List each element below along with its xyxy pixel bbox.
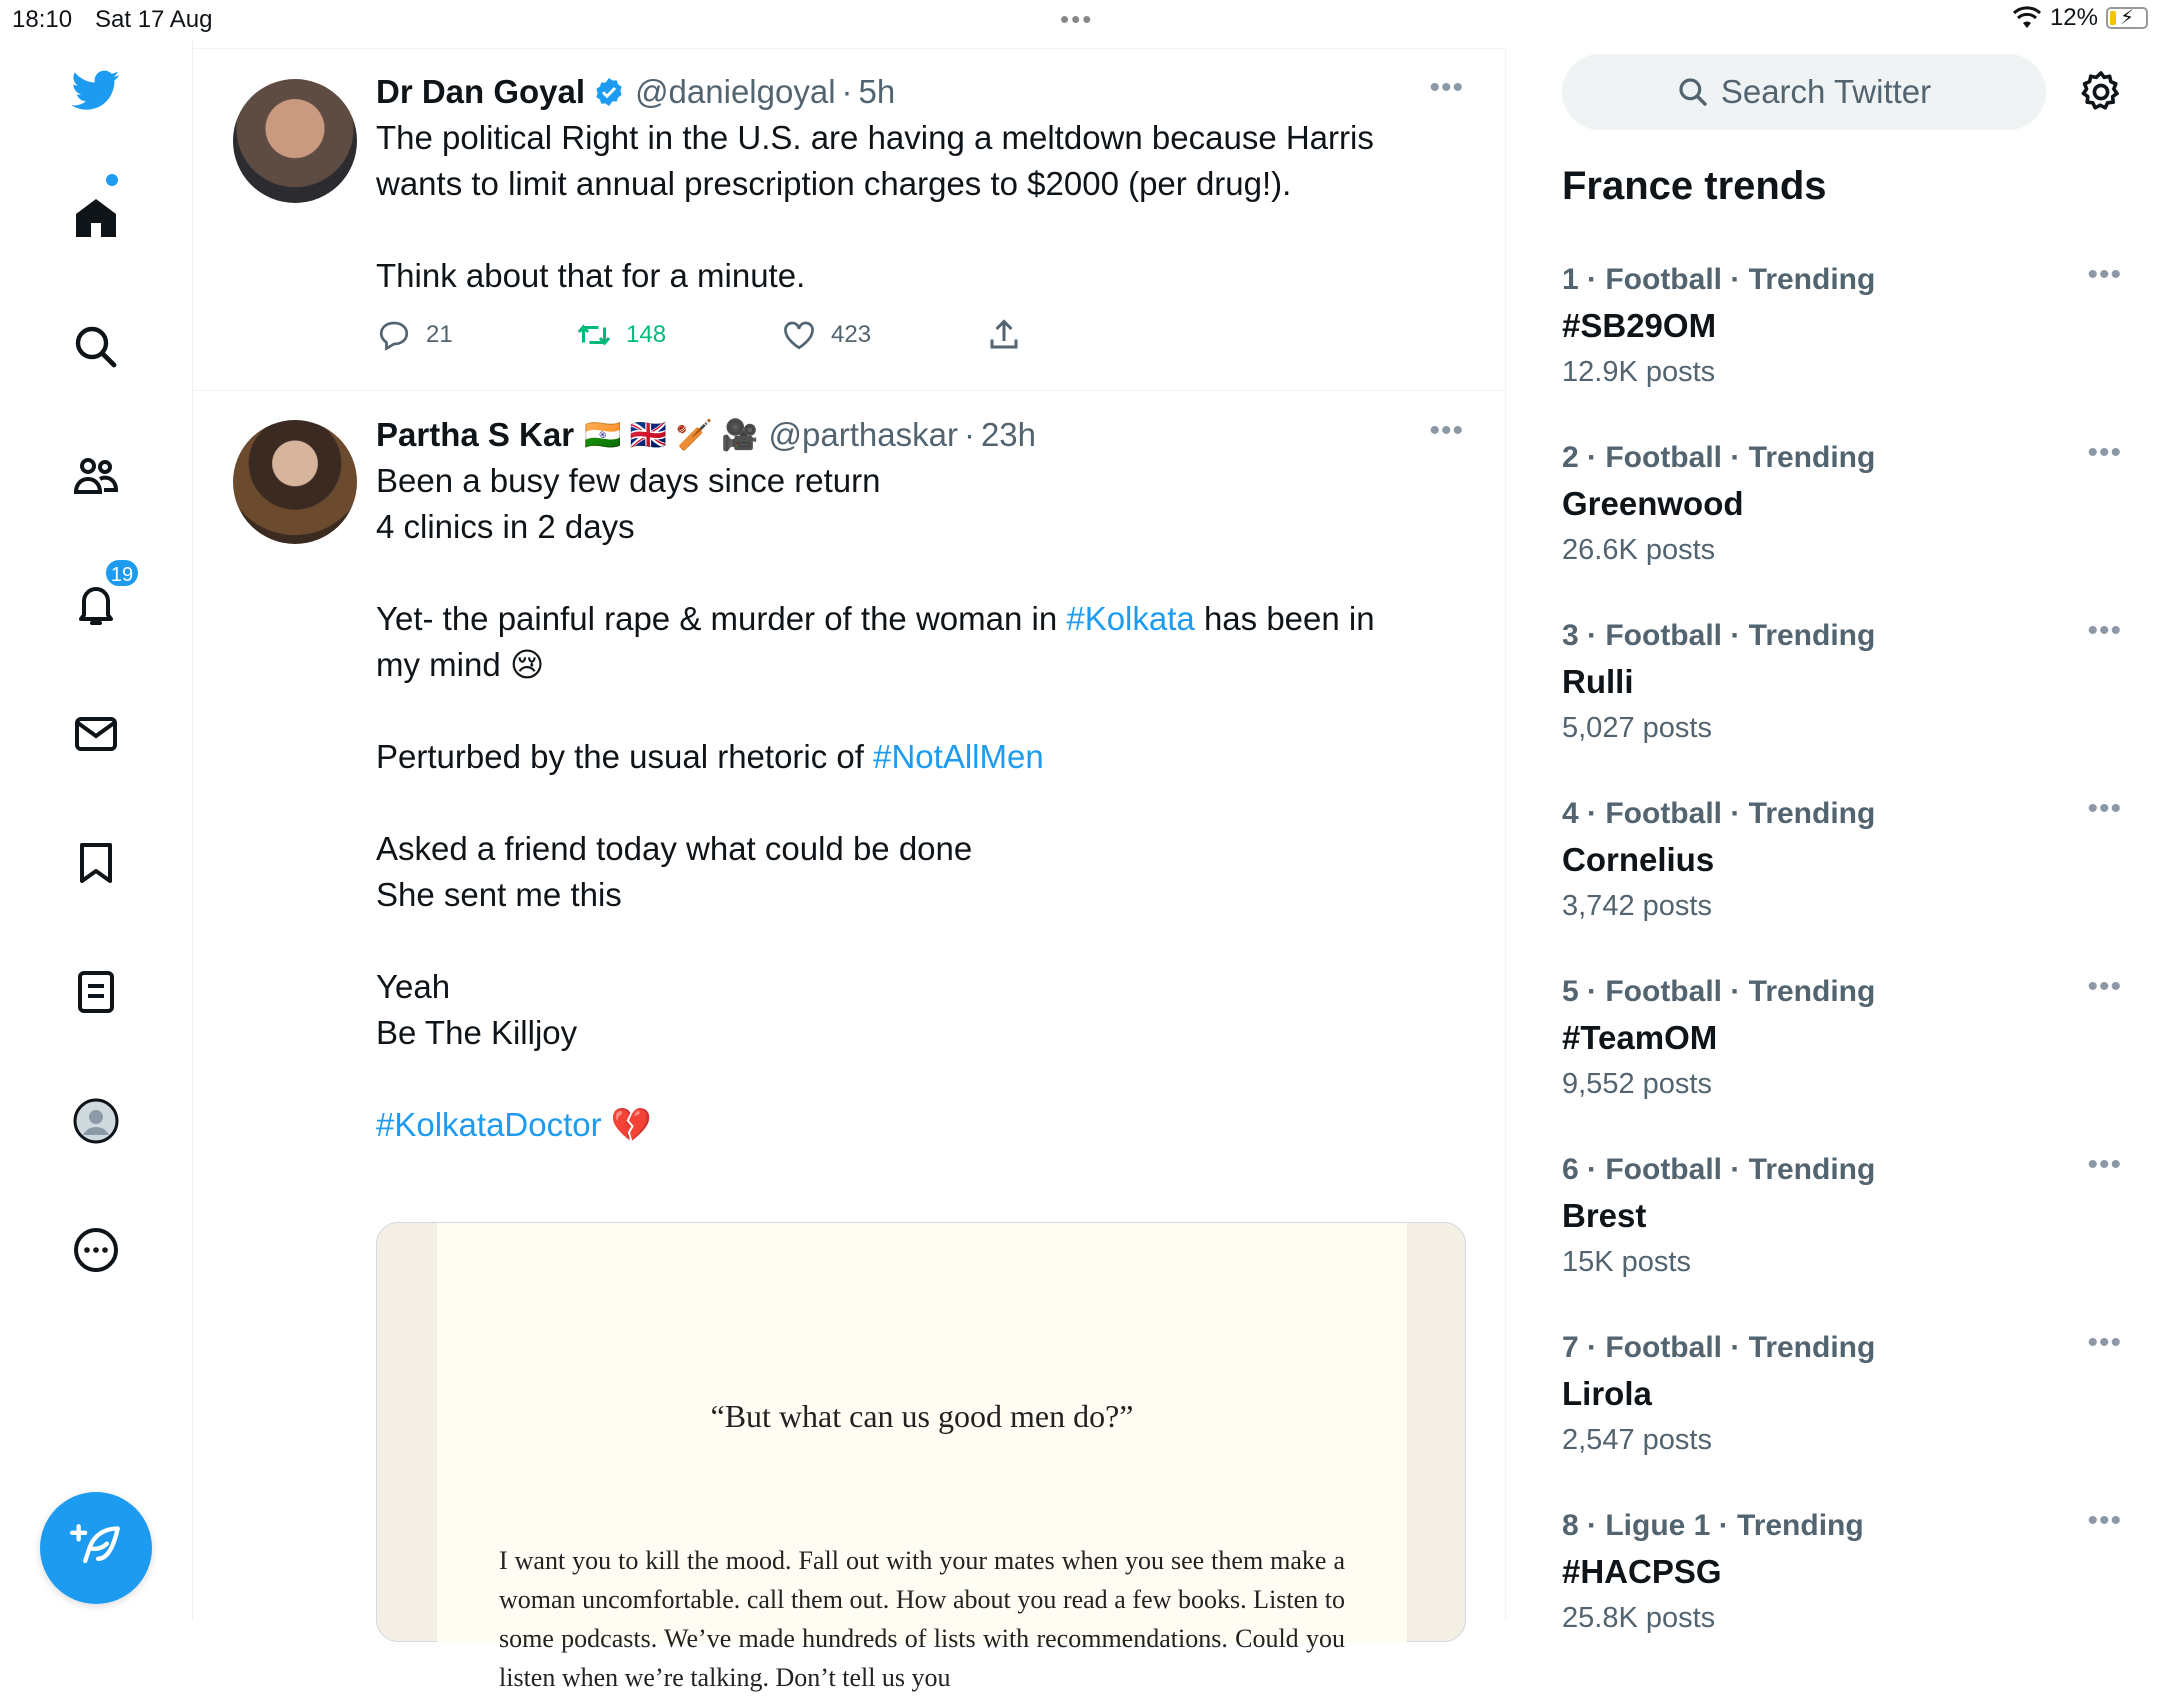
tweet-line-blank [376, 780, 1466, 826]
reply-icon [376, 317, 412, 353]
trend-meta: 4 · Football · Trending [1562, 797, 1876, 830]
timeline [193, 48, 1506, 1692]
tweet-line-blank [376, 550, 1466, 596]
tweet[interactable] [193, 392, 1506, 1692]
share-button[interactable] [986, 317, 1022, 353]
battery-percent: 12% [2049, 4, 2098, 31]
author-name[interactable]: Partha S Kar [376, 416, 575, 453]
trend-meta: 7 · Football · Trending [1562, 1331, 1876, 1364]
hashtag-link[interactable]: #KolkataDoctor [376, 1106, 602, 1143]
tweet-line: Asked a friend today what could be done [376, 830, 973, 867]
search-icon[interactable] [70, 321, 122, 373]
tweet-time[interactable]: 5h [858, 73, 896, 110]
tweet-text [376, 458, 1466, 1148]
trend-more-button[interactable]: ••• [2087, 614, 2122, 647]
tweet-line: The political Right in the U.S. are having a meltdown because Harris [376, 119, 1374, 156]
left-navigation [0, 40, 193, 1620]
retweet-count: 148 [626, 321, 667, 348]
tweet-line [376, 207, 1466, 253]
trend-name: #HACPSG [1562, 1553, 1722, 1590]
retweet-button[interactable] [576, 317, 781, 353]
avatar[interactable] [233, 79, 357, 203]
tweet-line: Yeah [376, 968, 451, 1005]
more-icon[interactable] [70, 1224, 122, 1276]
trend-more-button[interactable]: ••• [2087, 792, 2122, 825]
trend-name: Greenwood [1562, 485, 1744, 522]
trend-more-button[interactable]: ••• [2087, 258, 2122, 291]
avatar[interactable] [233, 420, 357, 544]
notification-count-badge: 19 [104, 558, 140, 588]
book-body-text: I want you to kill the mood. Fall out with your mates when you see them make a woman uncomfortable. call them out. How about you read a few books. Listen to some podcasts. We’ve made hundreds of lists with recommendations. Could you listen when we’re talking. Don’t tell us you [499, 1546, 1345, 1692]
heart-icon [781, 317, 817, 353]
trend-name: Brest [1562, 1197, 1647, 1234]
status-right [2012, 4, 2148, 32]
trend-item[interactable] [1562, 1148, 2122, 1318]
battery-icon: ⚡ [2106, 7, 2148, 29]
tweet-text [376, 115, 1466, 299]
tweet-media-image[interactable] [376, 1222, 1466, 1692]
status-bar [0, 0, 2160, 40]
tweet-line-blank [376, 688, 1466, 734]
tweet-content [376, 412, 1466, 1148]
trend-name: #SB29OM [1562, 307, 1717, 344]
status-time: 18:10 [12, 6, 73, 33]
text-span: has been in [1194, 600, 1375, 637]
tweet-line [376, 734, 1466, 780]
trend-more-button[interactable]: ••• [2087, 436, 2122, 469]
trend-meta: 8 · Ligue 1 · Trending [1562, 1509, 1864, 1542]
multitasking-dots[interactable]: ••• [1060, 4, 1094, 34]
trend-count: 26.6K posts [1562, 534, 1716, 566]
tweet-line [376, 596, 1466, 642]
tweet-line: Think about that for a minute. [376, 257, 806, 294]
tweet-line: Been a busy few days since return [376, 462, 881, 499]
tweet-time[interactable]: 23h [980, 416, 1036, 453]
home-icon[interactable] [70, 192, 122, 244]
search-placeholder: Search Twitter [1720, 73, 1932, 110]
tweet-line: my mind 😢 [376, 646, 545, 683]
like-count: 423 [831, 321, 872, 348]
like-button[interactable] [781, 317, 986, 353]
home-unread-dot [106, 174, 118, 186]
tweet-line: 4 clinics in 2 days [376, 508, 635, 545]
tweet-content [376, 69, 1466, 299]
messages-icon[interactable] [70, 708, 122, 760]
status-date: Sat 17 Aug [95, 6, 213, 33]
trend-item[interactable] [1562, 970, 2122, 1140]
search-input[interactable] [1562, 54, 2046, 130]
twitter-logo-icon[interactable] [70, 64, 122, 116]
lists-icon[interactable] [70, 966, 122, 1018]
right-sidebar [1507, 40, 2160, 1634]
trend-item[interactable] [1562, 258, 2122, 428]
trend-item[interactable] [1562, 1326, 2122, 1496]
trend-meta: 5 · Football · Trending [1562, 975, 1876, 1008]
trend-more-button[interactable]: ••• [2087, 970, 2122, 1003]
feather-plus-icon [70, 1522, 122, 1574]
trend-more-button[interactable]: ••• [2087, 1148, 2122, 1181]
author-handle[interactable]: @danielgoyal [635, 73, 836, 110]
wifi-icon [2012, 6, 2042, 30]
tweet[interactable] [193, 49, 1506, 391]
trend-meta: 1 · Football · Trending [1562, 263, 1876, 296]
author-name-emoji: 🇮🇳 🇬🇧 🏏 🎥 [584, 418, 759, 452]
trend-count: 5,027 posts [1562, 712, 1712, 744]
trend-count: 15K posts [1562, 1246, 1691, 1278]
broken-heart-emoji: 💔 [610, 1106, 652, 1143]
hashtag-link[interactable]: #NotAllMen [873, 738, 1044, 775]
tweet-line: She sent me this [376, 876, 622, 913]
trend-name: #TeamOM [1562, 1019, 1718, 1056]
trend-item[interactable] [1562, 1504, 2122, 1634]
bookmarks-icon[interactable] [70, 837, 122, 889]
trend-count: 12.9K posts [1562, 356, 1716, 388]
trend-item[interactable] [1562, 436, 2122, 606]
trend-count: 3,742 posts [1562, 890, 1712, 922]
share-icon [986, 317, 1022, 353]
trend-meta: 3 · Football · Trending [1562, 619, 1876, 652]
trends-title: France trends [1562, 164, 1827, 208]
tweet-more-button[interactable]: ••• [1429, 414, 1464, 447]
text-span: Yet- the painful rape & murder of the woman in [376, 600, 1067, 637]
text-span: Perturbed by the usual rhetoric of [376, 738, 874, 775]
author-handle[interactable]: @parthaskar [768, 416, 958, 453]
book-page-image [437, 1223, 1407, 1692]
tweet-line-blank [376, 918, 1466, 964]
reply-button[interactable] [376, 317, 576, 353]
trend-count: 25.8K posts [1562, 1602, 1716, 1634]
reply-count: 21 [426, 321, 453, 348]
tweet-header: Partha S Kar 🇮🇳 🇬🇧 🏏 🎥 @parthaskar · 23h [376, 416, 1036, 453]
trend-more-button[interactable]: ••• [2087, 1326, 2122, 1359]
author-name[interactable]: Dr Dan Goyal [376, 73, 586, 110]
tweet-header: Dr Dan Goyal @danielgoyal · 5h [376, 73, 896, 110]
compose-tweet-button[interactable] [40, 1492, 152, 1604]
tweet-actions [376, 317, 1022, 353]
trend-item[interactable] [1562, 614, 2122, 784]
settings-gear-icon[interactable] [2077, 68, 2125, 116]
verified-badge-icon [593, 76, 625, 108]
tweet-line [376, 1102, 1466, 1148]
trend-more-button[interactable]: ••• [2087, 1504, 2122, 1537]
profile-icon[interactable] [70, 1095, 122, 1147]
tweet-line-blank [376, 1056, 1466, 1102]
trend-count: 2,547 posts [1562, 1424, 1712, 1456]
retweet-icon [576, 317, 612, 353]
tweet-line: wants to limit annual prescription charges to $2000 (per drug!). [376, 165, 1292, 202]
tweet-more-button[interactable]: ••• [1429, 71, 1464, 104]
tweet-line: Be The Killjoy [376, 1014, 578, 1051]
communities-icon[interactable] [70, 450, 122, 502]
search-icon [1677, 76, 1709, 108]
trend-name: Lirola [1562, 1375, 1652, 1412]
book-quote: “But what can us good men do?” [710, 1398, 1134, 1434]
trend-count: 9,552 posts [1562, 1068, 1712, 1100]
trend-name: Cornelius [1562, 841, 1715, 878]
trend-name: Rulli [1562, 663, 1634, 700]
hashtag-link[interactable]: #Kolkata [1066, 600, 1195, 637]
trend-meta: 6 · Football · Trending [1562, 1153, 1876, 1186]
trend-item[interactable] [1562, 792, 2122, 962]
trend-meta: 2 · Football · Trending [1562, 441, 1876, 474]
